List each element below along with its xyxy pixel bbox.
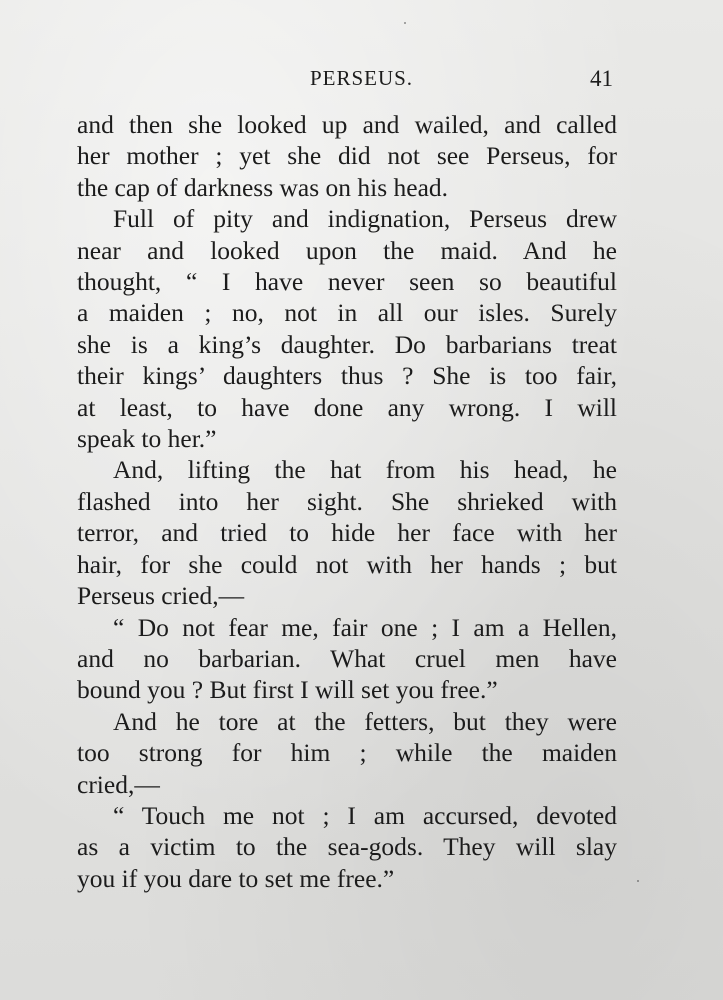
paragraph (77, 454, 617, 611)
paragraph (77, 706, 617, 800)
page-number: 41 (590, 66, 613, 91)
text-line: the cap of darkness was on his head. (77, 172, 449, 202)
text-line: “ Touch me not ; I am accursed, devoted (113, 800, 617, 830)
text-line: hair, for she could not with her hands ; but (77, 549, 617, 579)
paragraph (77, 203, 617, 454)
paper-speck (404, 22, 406, 24)
paragraph (77, 612, 617, 706)
text-line: as a victim to the sea-gods. They will slay (77, 832, 617, 862)
paragraph (77, 800, 617, 894)
text-line: thought, “ I have never seen so beautiful (77, 267, 617, 297)
text-line: too strong for him ; while the maiden (77, 738, 617, 768)
text-line: you if you dare to set me free.” (77, 863, 395, 893)
text-line: her mother ; yet she did not see Perseus, for (77, 141, 617, 171)
text-line: and no barbarian. What cruel men have (77, 643, 617, 673)
paper-speck (637, 880, 639, 882)
paragraph (77, 109, 617, 203)
text-line: bound you ? But first I will set you free.” (77, 675, 498, 705)
text-line: near and looked upon the maid. And he (77, 235, 617, 265)
running-head (0, 62, 723, 92)
text-line: And, lifting the hat from his head, he (113, 455, 617, 485)
text-line: and then she looked up and wailed, and called (77, 110, 617, 139)
text-line: “ Do not fear me, fair one ; I am a Hellen, (113, 612, 617, 642)
text-line: at least, to have done any wrong. I will (77, 392, 617, 422)
running-title: PERSEUS. (309, 66, 414, 90)
text-line: cried,— (77, 769, 160, 799)
text-line: flashed into her sight. She shrieked with (77, 486, 617, 516)
text-line: speak to her.” (77, 424, 217, 454)
text-line: terror, and tried to hide her face with her (77, 518, 617, 548)
text-line: a maiden ; no, not in all our isles. Surely (77, 298, 617, 328)
text-line: Full of pity and indignation, Perseus drew (113, 204, 617, 234)
text-line: she is a king’s daughter. Do barbarians treat (77, 329, 617, 359)
text-line: And he tore at the fetters, but they were (113, 706, 617, 736)
text-line: their kings’ daughters thus ? She is too fair, (77, 361, 617, 391)
text-line: Perseus cried,— (77, 581, 245, 611)
body-text (77, 109, 617, 894)
